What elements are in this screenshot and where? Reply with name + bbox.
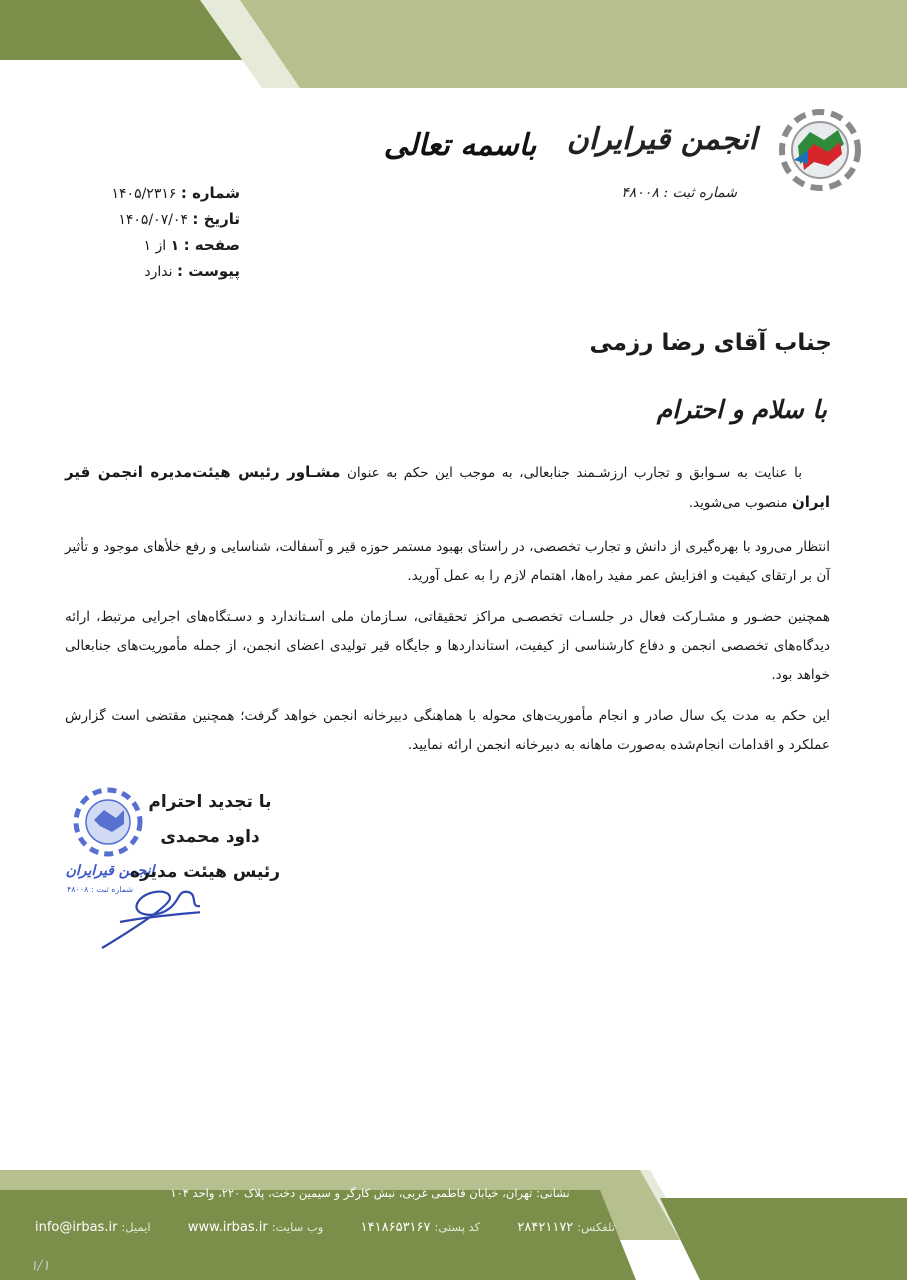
stamp-reg-text: شماره ثبت : ۴۸۰۰۸ — [66, 885, 134, 894]
meta-page — [60, 232, 240, 258]
meta-number-value: ۱۴۰۵/۲۳۱۶ — [111, 186, 177, 202]
meta-date — [60, 206, 240, 232]
footer-phone-label: تلفکس: — [577, 1220, 615, 1234]
org-name: انجمن قیرایران — [566, 122, 757, 157]
header-light-wedge — [200, 0, 907, 88]
gear-logo-icon — [770, 100, 870, 200]
meta-number-label: شماره : — [180, 184, 240, 202]
greeting: با سلام و احترام — [656, 395, 827, 424]
footer-phone-value: ۲۸۴۲۱۱۷۲ — [517, 1220, 574, 1235]
footer-website — [188, 1220, 323, 1235]
footer-address: نشانی: تهران، خیابان فاطمی غربی، نبش کارگر و سیمین دخت، پلاک ۲۲۰، واحد ۱۰۴ — [170, 1186, 570, 1200]
paragraph-1-bold: مشـاور رئیس هیئت‌مدیره انجمن قیر ایران — [65, 463, 830, 511]
footer-email — [35, 1220, 151, 1235]
footer-email-label: ایمیل: — [121, 1220, 151, 1234]
footer-contact — [35, 1220, 615, 1235]
meta-page-value: ۱ — [170, 238, 180, 254]
paragraph-2: انتظار می‌رود با بهره‌گیری از دانش و تجارب تخصصی، در راستای بهبود مستمر حوزه قیر و آسفالت، شناسایی و رفع خلأهای موجود و تأثیر آن بر ارتقای کیفیت و افزایش عمر مفید راه‌ها، اهتمام لازم را به عمل آورید. — [65, 539, 830, 584]
meta-page-label: صفحه : — [183, 236, 240, 254]
signer-name: داود محمدی — [160, 827, 260, 847]
paragraph-3: همچنین حضـور و مشـارکت فعال در جلسـات تخصصـی مراکز تحقیقاتی، سـازمان ملی اسـتاندارد و دسـتگاه‌های اجرایی مرتبط، ارائه دیدگاه‌های تخصصی انجمن و دفاع کارشناسی از کیفیت، استانداردها و جایگاه قیر تولیدی اعضای انجمن، از جمله مأموریت‌های جنابعالی خواهد بود. — [65, 609, 830, 683]
paragraph-1 — [65, 458, 830, 518]
signature-block — [130, 785, 280, 890]
paragraph-1-end: منصوب می‌شوید. — [688, 495, 788, 511]
paragraph-1-text: با عنایت به سـوابق و تجارب ارزشـمند جنابعالی، به موجب این حکم به عنوان — [346, 465, 803, 481]
footer-right-wedge — [660, 1198, 907, 1280]
page-mark: ۱/۱ — [30, 1258, 50, 1274]
footer-postal — [361, 1220, 480, 1235]
paragraph-4: این حکم به مدت یک سال صادر و انجام مأموریت‌های محوله با هماهنگی دبیرخانه انجمن خواهد گرفت؛ همچنین مقتضی است گزارش عملکرد و اقدامات انجام‌شده به‌صورت ماهانه به دبیرخانه انجمن ارائه نمایید. — [65, 708, 830, 753]
footer-dark-wedge — [0, 1190, 636, 1280]
recipient: جناب آقای رضا رزمی — [589, 330, 832, 356]
bismillah-heading: باسمه تعالی — [383, 128, 537, 163]
meta-date-value: ۱۴۰۵/۰۷/۰۴ — [118, 212, 188, 228]
footer-phone — [517, 1220, 615, 1235]
meta-attachment-label: پیوست : — [176, 262, 240, 280]
meta-page-total: از ۱ — [143, 238, 167, 254]
header-band — [0, 0, 907, 95]
signature-scribble — [102, 892, 200, 948]
signer-title: رئیس هیئت مدیره — [130, 862, 280, 882]
footer-postal-value: ۱۴۱۸۶۵۳۱۶۷ — [360, 1220, 431, 1235]
meta-attachment-value: ندارد — [144, 264, 173, 280]
meta-number — [60, 180, 240, 206]
meta-attachment — [60, 258, 240, 284]
letter-meta — [60, 180, 240, 284]
closing-line: با تجدید احترام — [148, 792, 272, 812]
footer-postal-label: کد پستی: — [434, 1220, 481, 1234]
meta-date-label: تاریخ : — [192, 210, 240, 228]
stamp-org-text: انجمن قیرایران — [65, 863, 155, 879]
footer-website-label: وب سایت: — [271, 1220, 324, 1234]
footer-website-value[interactable]: www.irbas.ir — [187, 1220, 268, 1235]
footer-email-value[interactable]: info@irbas.ir — [35, 1220, 118, 1235]
registration-number: شماره ثبت : ۴۸۰۰۸ — [621, 185, 737, 201]
